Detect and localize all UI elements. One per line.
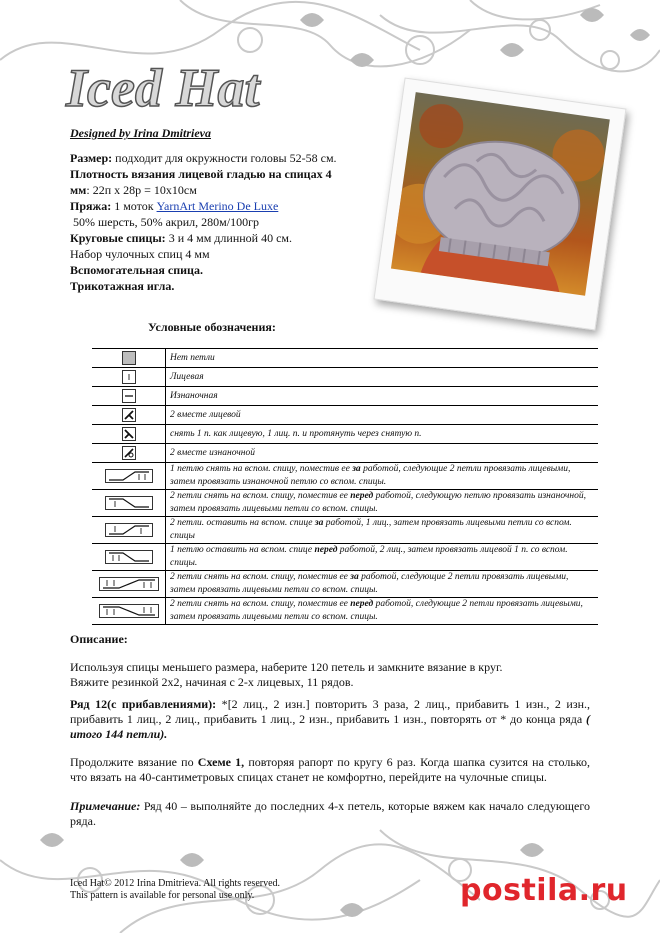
legend-row (92, 517, 598, 544)
copyright-line: Iced Hat© 2012 Irina Dmitrieva. All rights reserved. (70, 878, 281, 889)
legend-title: Условные обозначения: (148, 320, 276, 334)
legend-text: 2 вместе изнаночной (170, 447, 255, 458)
spec-yarn-detail (70, 214, 370, 230)
description-cast-on (70, 660, 590, 690)
yarn-label: Пряжа: (70, 199, 112, 213)
description-title: Описание: (70, 632, 128, 646)
gauge-value: : 22п x 28р = 10x10см (86, 183, 197, 197)
cable-1-2-front-symbol-icon (105, 550, 153, 564)
spec-dpn: Набор чулочных спиц 4 мм (70, 247, 210, 261)
needles-value: 3 и 4 мм длинной 40 см. (168, 231, 292, 245)
knit-symbol-icon (122, 370, 136, 384)
legend-text: 2 петли. оставить на вспом. спице за работой, 1 лиц., затем провязать лицевыми петли со вспом. спицы (170, 518, 572, 541)
yarn-detail: 50% шерсть, 50% акрил, 280м/100гр (73, 215, 260, 229)
description-row12: Ряд 12(с прибавлениями): *[2 лиц., 2 изн.] повторить 3 раза, 2 лиц., прибавить 1 изн., 2 изн., прибавить 1 лиц., 2 лиц., прибавить 1 лиц., 2 изн., прибавить 1 изн., повторять от * до конца ряда ( итого 144 петли). (70, 697, 591, 741)
legend-row (92, 463, 598, 490)
skp-symbol-icon (122, 427, 136, 441)
chart-reference: Схеме 1, (197, 755, 245, 769)
legend-text: 1 петлю оставить на вспом. спице перед работой, 2 лиц., затем провязать лицевой 1 п. со вспом. спицы. (170, 545, 568, 568)
cable-2-1-back-symbol-icon (105, 523, 153, 537)
spec-tapestry-needle: Трикотажная игла. (70, 279, 175, 293)
row12-label: Ряд 12(с прибавлениями): (70, 697, 217, 711)
p2tog-symbol-icon (122, 446, 136, 460)
legend-row (92, 348, 598, 368)
description-note (70, 799, 590, 829)
spec-cable-needle: Вспомогательная спица. (70, 263, 203, 277)
legend-text: Нет петли (170, 352, 215, 363)
size-label: Размер: (70, 151, 113, 165)
cable-2-2-back-symbol-icon (99, 577, 159, 591)
legend-row (92, 598, 598, 625)
legend-text: 1 петлю снять на вспом. спицу, поместив ее за работой, следующие 2 петли провязать лицевыми, затем провязать изнаночной петлю со вспом. спицы. (170, 464, 571, 487)
spec-size (70, 150, 370, 166)
gauge-label-2: мм (70, 183, 87, 197)
size-value: подходит для окружности головы 52-58 см. (115, 151, 337, 165)
legend-row (92, 571, 598, 598)
legend-row (92, 387, 598, 406)
k2tog-symbol-icon (122, 408, 136, 422)
usage-line: This pattern is available for personal use only. (70, 890, 255, 901)
row12-text: [2 лиц., 2 изн.] повторить 3 раза, 2 лиц., прибавить 1 изн., 2 изн., прибавить 1 лиц., 2 лиц., прибавить 1 лиц., 2 изн., прибавить 1 изн., повторять от * до конца ряда (70, 697, 591, 726)
cast-on-line: Используя спицы меньшего размера, наберите 120 петель и замкните вязание в круг. (70, 660, 503, 674)
legend-table (92, 348, 598, 625)
legend-row (92, 425, 598, 444)
legend-text: Изнаночная (170, 390, 218, 401)
legend-row (92, 406, 598, 425)
photo-frame (374, 78, 627, 331)
spec-yarn (70, 198, 370, 214)
note-label: Примечание: (70, 799, 141, 813)
no-stitch-symbol-icon (122, 351, 136, 365)
purl-symbol-icon (122, 389, 136, 403)
legend-row (92, 544, 598, 571)
hat-photo (391, 92, 610, 296)
hat-illustration (391, 92, 610, 296)
yarn-value: 1 моток (114, 199, 154, 213)
logo-text: Iced Hat (66, 58, 260, 118)
designer-credit: Designed by Irina Dmitrieva (70, 126, 211, 140)
legend-text: Лицевая (170, 371, 204, 382)
footer (70, 878, 280, 902)
legend-row (92, 490, 598, 517)
spec-needles (70, 230, 370, 246)
legend-row (92, 444, 598, 463)
cable-1-2-back-symbol-icon (105, 469, 153, 483)
specs-block (70, 150, 370, 294)
gauge-label-1: Плотность вязания лицевой гладью на спицах 4 (70, 167, 332, 181)
note-text: Ряд 40 – выполняйте до последних 4-х петель, которые вяжем как начало следующего ряда. (70, 799, 591, 828)
legend-text: 2 вместе лицевой (170, 409, 241, 420)
legend-row (92, 368, 598, 387)
description-continue: Продолжите вязание по Схеме 1, повторяя рапорт по кругу 6 раз. Когда шапка сузится на столько, что вязать на 40-сантиметровых спицах станет не комфортно, перейдите на чулочные спицы. (70, 755, 591, 784)
watermark: postila.ru (460, 873, 628, 908)
row12-total: ( итого 144 петли). (70, 712, 590, 741)
ribbing-line: Вяжите резинкой 2x2, начиная с 2-х лицевых, 11 рядов. (70, 675, 354, 689)
legend-text: 2 петли снять на вспом. спицу, поместив ее перед работой, следующие 2 петли провязать лицевыми, затем провязать лицевыми петли со вспом. спицы. (170, 599, 583, 622)
spec-gauge (70, 166, 370, 182)
legend-text: 2 петли снять на вспом. спицу, поместив ее перед работой, следующую петлю провязать изнаночной, затем провязать лицевыми петли со вспом. спицы. (170, 491, 586, 514)
cable-2-1-front-symbol-icon (105, 496, 153, 510)
needles-label: Круговые спицы: (70, 231, 166, 245)
spec-gauge-2 (70, 182, 370, 198)
legend-text: 2 петли снять на вспом. спицу, поместив ее за работой, следующие 2 петли провязать лицевыми, затем провязать лицевыми петли со вспом. спицы. (170, 572, 569, 595)
legend-text: снять 1 п. как лицевую, 1 лиц. п. и протянуть через снятую п. (170, 428, 422, 439)
yarn-link[interactable]: YarnArt Merino De Luxe (156, 199, 279, 213)
logo (64, 48, 324, 118)
cable-2-2-front-symbol-icon (99, 604, 159, 618)
